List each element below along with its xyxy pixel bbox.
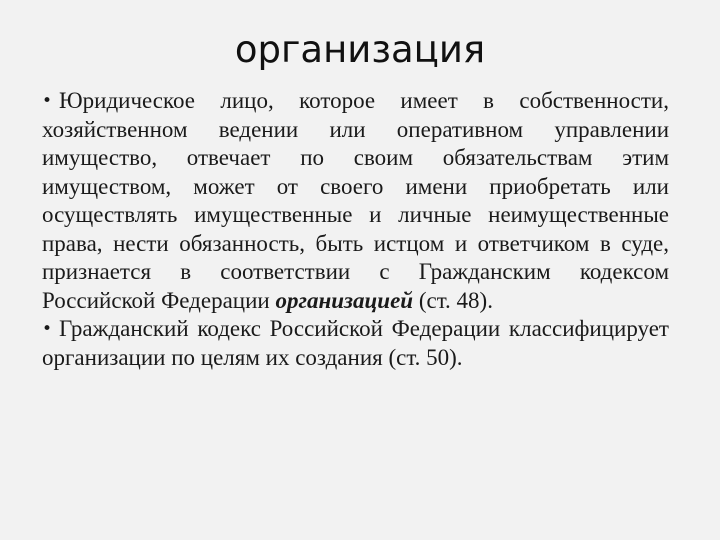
bullet-item-1 [42, 87, 669, 315]
bullet-2-text: Гражданский кодекс Российской Федерации классифицирует организации по целям их создания (ст. 50). [42, 316, 669, 370]
bullet-1-citation: (ст. 48). [413, 287, 493, 313]
slide-body [42, 87, 669, 372]
bullet-item-2 [42, 315, 669, 372]
bullet-marker-icon: • [42, 91, 53, 111]
bullet-1-term: организацией [275, 287, 414, 313]
bullet-marker-icon: • [42, 319, 53, 339]
bullet-1-text: Юридическое лицо, которое имеет в собственности, хозяйственном ведении или оперативном управлении имущество, отвечает по своим обязательствам этим имуществом, может от своего имени приобретать или осуществлять имущественные и личные неимущественные права, нести обязанность, быть истцом и ответчиком в суде, признается в соответствии с Гражданским кодексом Российской Федерации [42, 88, 669, 313]
slide-title: организация [234, 28, 486, 71]
